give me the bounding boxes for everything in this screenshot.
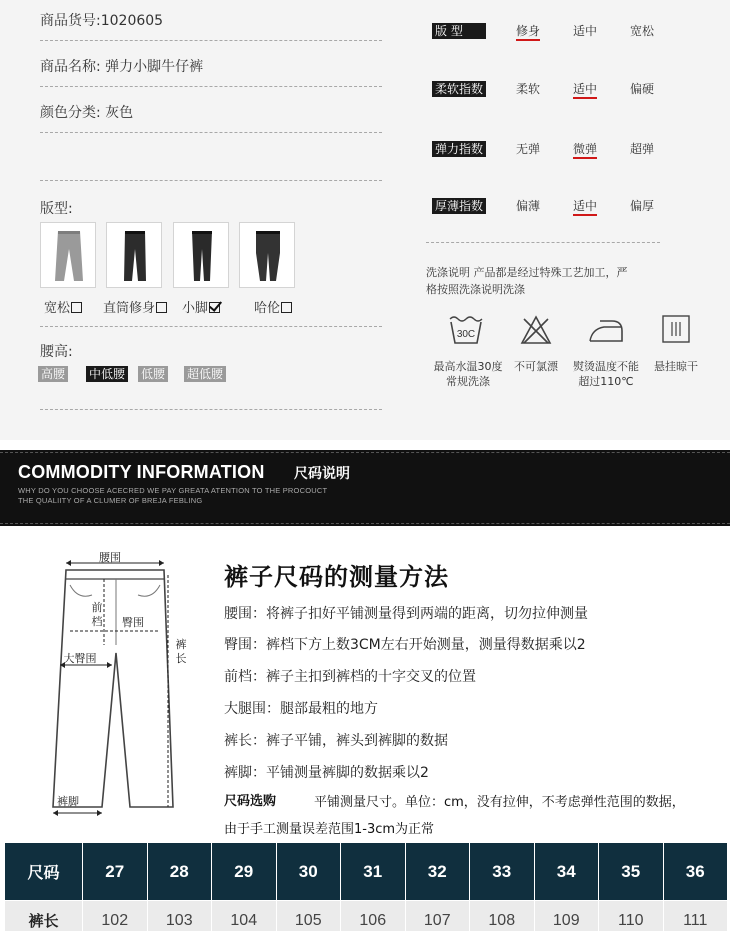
wash-label-line: 熨烫温度不能 xyxy=(573,360,639,373)
size-cell: 32 xyxy=(405,843,470,901)
wash-label xyxy=(648,359,704,374)
index-option: 柔软 xyxy=(516,82,541,96)
fit-option-straight[interactable] xyxy=(103,297,167,316)
index-option: 偏薄 xyxy=(516,199,541,213)
measure-title: 裤子尺码的测量方法 xyxy=(224,563,449,591)
label-front-rise: 档 xyxy=(91,615,103,628)
wash-note-line: 格按照洗涤说明洗涤 xyxy=(426,283,525,296)
label-hem: 裤脚 xyxy=(57,795,79,808)
checkbox[interactable] xyxy=(71,302,82,313)
wash-label-line: 最高水温30度 xyxy=(433,360,503,373)
wash-note-line: 洗涤说明 产品都是经过特殊工艺加工，严 xyxy=(426,266,628,279)
measure-line: 大腿围：腿部最粗的地方 xyxy=(224,701,378,717)
banner-subtitle: THE QUALIITY OF A CLUMER OF BREJA FEBLING xyxy=(18,496,203,505)
index-option: 偏硬 xyxy=(630,82,655,96)
length-cell: 109 xyxy=(534,901,599,931)
fit-option-loose[interactable] xyxy=(44,297,82,316)
waist-tag-mid-low: 中低腰 xyxy=(86,366,128,382)
size-cell: 29 xyxy=(212,843,277,901)
fit-label: 版型: xyxy=(40,201,73,217)
divider xyxy=(40,132,382,133)
fit-thumb-loose xyxy=(40,222,96,288)
wash-label xyxy=(508,359,564,374)
wash-label xyxy=(568,359,644,389)
table-row-label: 裤长 xyxy=(5,901,83,931)
index-option: 偏厚 xyxy=(630,199,655,213)
waist-tag-high: 高腰 xyxy=(38,366,68,382)
length-row xyxy=(5,901,728,931)
index-row-softness xyxy=(432,80,660,100)
label-length: 裤 xyxy=(175,638,187,651)
length-cell: 105 xyxy=(276,901,341,931)
wash-label xyxy=(428,359,508,389)
index-row-thickness xyxy=(432,197,660,217)
size-header-row xyxy=(5,843,728,901)
iron-icon xyxy=(586,313,626,347)
harem-pants-icon xyxy=(240,223,296,289)
index-title: 弹力指数 xyxy=(432,141,486,157)
divider xyxy=(40,40,382,41)
wash-label-line: 超过110℃ xyxy=(578,375,634,388)
measure-line: 前档：裤子主扣到裤档的十字交叉的位置 xyxy=(224,669,476,685)
label-waist: 腰围 xyxy=(99,551,121,564)
commodity-banner xyxy=(0,450,730,526)
index-title: 版 型 xyxy=(432,23,486,39)
label-length: 长 xyxy=(175,652,187,665)
divider xyxy=(40,326,382,327)
banner-subtitle: WHY DO YOU CHOOSE ACECRED WE PAY GREATA ATENTION TO THE PROCOUCT xyxy=(18,486,328,495)
fit-option-skinny[interactable] xyxy=(182,297,220,316)
label-thigh: 大臀围 xyxy=(63,652,97,665)
checkbox-checked[interactable] xyxy=(209,302,220,313)
size-cell: 28 xyxy=(147,843,212,901)
pants-measure-diagram xyxy=(40,545,190,820)
banner-title-cn: 尺码说明 xyxy=(294,466,350,482)
hang-dry-icon xyxy=(660,313,692,345)
index-option: 无弹 xyxy=(516,142,541,156)
index-option-selected: 适中 xyxy=(573,81,597,99)
divider xyxy=(40,409,382,410)
wash-label-line: 常规洗涤 xyxy=(446,375,490,388)
color-text: 颜色分类: 灰色 xyxy=(40,105,134,121)
length-cell: 104 xyxy=(212,901,277,931)
wash-label-line: 悬挂晾干 xyxy=(654,360,698,373)
divider xyxy=(426,242,660,243)
size-guide-note: 平铺测量尺寸。单位：cm，没有拉伸，不考虑弹性范围的数据， xyxy=(314,795,685,810)
waist-tag-low: 低腰 xyxy=(138,366,168,382)
index-row-fit xyxy=(432,22,660,42)
size-cell: 35 xyxy=(599,843,664,901)
table-header-cell: 尺码 xyxy=(5,843,83,901)
length-cell: 102 xyxy=(83,901,148,931)
index-row-elasticity xyxy=(432,140,660,160)
index-option-selected: 微弹 xyxy=(573,141,597,159)
fit-option-label: 小脚 xyxy=(182,301,209,316)
checkbox[interactable] xyxy=(156,302,167,313)
index-option: 适中 xyxy=(573,24,598,38)
size-cell: 27 xyxy=(83,843,148,901)
size-cell: 34 xyxy=(534,843,599,901)
checkbox[interactable] xyxy=(281,302,292,313)
index-option-selected: 适中 xyxy=(573,198,597,216)
label-front-rise: 前 xyxy=(91,601,103,614)
wash-label-line: 不可氯漂 xyxy=(514,360,558,373)
product-info-section xyxy=(0,0,730,440)
banner-stripe xyxy=(0,523,730,524)
size-table xyxy=(4,842,728,931)
length-cell: 106 xyxy=(341,901,406,931)
size-cell: 31 xyxy=(341,843,406,901)
length-cell: 103 xyxy=(147,901,212,931)
index-option-selected: 修身 xyxy=(516,23,540,41)
banner-title: COMMODITY INFORMATION xyxy=(18,462,265,482)
index-option: 宽松 xyxy=(630,24,655,38)
index-title: 柔软指数 xyxy=(432,81,486,97)
index-option: 超弹 xyxy=(630,142,655,156)
size-guide-heading: 尺码选购 xyxy=(224,794,277,809)
size-cell: 33 xyxy=(470,843,535,901)
waist-label: 腰高: xyxy=(40,344,73,360)
loose-pants-icon xyxy=(41,223,97,289)
size-guide-note: 由于手工测量误差范围1-3cm为正常 xyxy=(224,822,435,837)
product-name-text: 商品名称: 弹力小脚牛仔裤 xyxy=(40,59,204,75)
fit-option-label: 宽松 xyxy=(44,301,71,316)
fit-thumb-skinny xyxy=(173,222,229,288)
waist-tag-ultra-low: 超低腰 xyxy=(184,366,226,382)
length-cell: 110 xyxy=(599,901,664,931)
straight-pants-icon xyxy=(107,223,163,289)
sku-text: 商品货号:1020605 xyxy=(40,13,164,29)
index-title: 厚薄指数 xyxy=(432,198,486,214)
wash-30-icon xyxy=(448,313,484,347)
banner-stripe xyxy=(0,452,730,453)
measure-line: 腰围：将裤子扣好平铺测量得到两端的距离，切勿拉伸测量 xyxy=(224,606,588,622)
length-cell: 111 xyxy=(663,901,728,931)
measure-line: 臀围：裤档下方上数3CM左右开始测量，测量得数据乘以2 xyxy=(224,637,586,653)
size-cell: 30 xyxy=(276,843,341,901)
skinny-pants-icon xyxy=(174,223,230,289)
wash-temp-text: 30C xyxy=(456,329,476,340)
size-cell: 36 xyxy=(663,843,728,901)
measure-line: 裤长：裤子平铺，裤头到裤脚的数据 xyxy=(224,733,448,749)
fit-option-label: 哈伦 xyxy=(254,301,281,316)
length-cell: 107 xyxy=(405,901,470,931)
length-cell: 108 xyxy=(470,901,535,931)
fit-thumb-straight xyxy=(106,222,162,288)
label-hip: 臀围 xyxy=(122,616,144,629)
divider xyxy=(40,86,382,87)
wash-note xyxy=(426,264,666,298)
measure-line: 裤脚：平铺测量裤脚的数据乘以2 xyxy=(224,765,429,781)
fit-option-harem[interactable] xyxy=(254,297,292,316)
divider xyxy=(40,180,382,181)
fit-thumb-harem xyxy=(239,222,295,288)
fit-option-label: 直筒修身 xyxy=(103,301,156,316)
no-bleach-icon xyxy=(519,313,553,347)
